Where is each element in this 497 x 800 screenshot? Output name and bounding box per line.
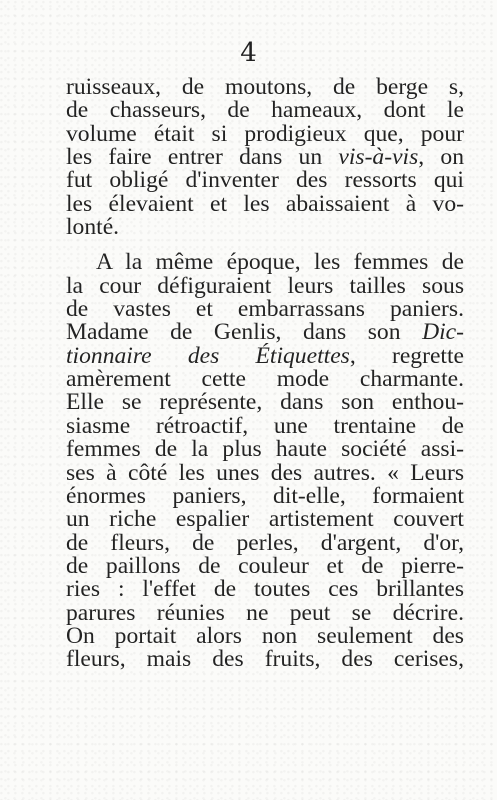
italic-title: Dic- [422, 319, 464, 346]
italic-title: tionnaire des Étiquettes [66, 342, 350, 369]
text-line: de vastes et embarrassans paniers. [66, 296, 464, 323]
body-text [66, 76, 464, 672]
text-line: parures réunies ne peut se décrire. [66, 599, 464, 626]
text-line: de chasseurs, de hameaux, dont le [66, 97, 464, 124]
text-line: de paillons de couleur et de pierre- [66, 552, 464, 579]
text-line: femmes de la plus haute société assi- [66, 436, 464, 463]
text-line: fleurs, mais des fruits, des cerises, [66, 646, 464, 673]
text-line: les élevaient et les abaissaient à vo- [66, 190, 464, 217]
text-line: un riche espalier artistement couvert [66, 506, 464, 533]
text-line: On portait alors non seulement des [66, 622, 464, 649]
text-line: énormes paniers, dit-elle, formaient [66, 482, 464, 509]
page-number: 4 [240, 38, 257, 68]
text-line: siasme rétroactif, une trentaine de [66, 412, 464, 439]
text-line: de fleurs, de perles, d'argent, d'or, [66, 529, 464, 556]
text-line: fut obligé d'inventer des ressorts qui [66, 167, 464, 194]
text-line: les faire entrer dans un vis-à-vis, on [66, 144, 465, 171]
text-line: A la même époque, les femmes de [96, 249, 464, 276]
text-line: tionnaire des Étiquettes, regrette [66, 342, 465, 369]
italic-term: vis-à-vis [338, 144, 419, 171]
text-line: ruisseaux, de moutons, de berge s, [66, 74, 464, 100]
text-line: volume était si prodigieux que, pour [66, 120, 464, 147]
text-line: lonté. [66, 214, 120, 241]
text-line: la cour défiguraient leurs tailles sous [66, 272, 464, 299]
text-line: Elle se représente, dans son enthou- [66, 389, 464, 416]
text-line: amèrement cette mode charmante. [66, 366, 464, 393]
text-line: Madame de Genlis, dans son Dic- [66, 319, 464, 346]
text-line: ses à côté les unes des autres. « Leurs [66, 459, 464, 486]
text-line: ries : l'effet de toutes ces brillantes [66, 576, 464, 603]
